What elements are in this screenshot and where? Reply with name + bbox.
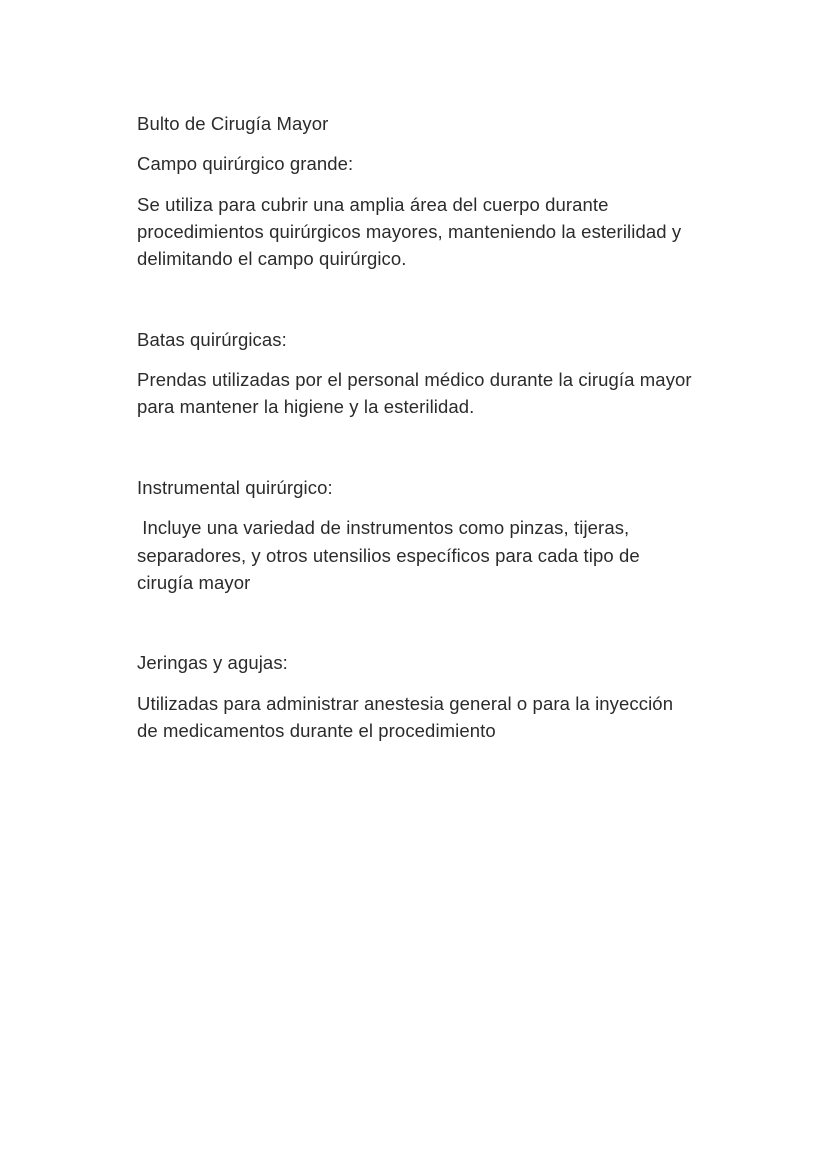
body-line: para mantener la higiene y la esterilidad. [137,396,475,418]
document-title: Bulto de Cirugía Mayor [137,113,329,134]
body-line: delimitando el campo quirúrgico. [137,248,407,270]
section-gap [137,609,692,649]
section-heading-paragraph [137,474,692,501]
section-heading: Campo quirúrgico grande: [137,153,354,175]
body-line: separadores, y otros utensilios específicos para cada tipo de [137,544,640,566]
body-line: Incluye una variedad de instrumentos como pinzas, tijeras, [137,517,630,539]
section-heading-paragraph [137,150,692,177]
section-heading: Batas quirúrgicas: [137,328,287,350]
body-line: Utilizadas para administrar anestesia general o para la inyección [137,692,674,714]
body-line: cirugía mayor [137,571,251,593]
section-heading-paragraph [137,326,692,353]
document-content [137,110,692,757]
body-line: Prendas utilizadas por el personal médico durante la cirugía mayor [137,369,692,391]
section-body-paragraph [137,191,692,273]
section-heading-paragraph [137,649,692,676]
section-body-paragraph [137,690,692,745]
section-body-paragraph [137,514,692,596]
section-gap [137,434,692,474]
section-heading: Instrumental quirúrgico: [137,476,333,498]
section-heading: Jeringas y agujas: [137,652,288,674]
body-line: Se utiliza para cubrir una amplia área del cuerpo durante [137,193,609,215]
body-line: de medicamentos durante el procedimiento [137,720,496,742]
body-line: procedimientos quirúrgicos mayores, manteniendo la esterilidad y [137,220,682,242]
section-body-paragraph [137,366,692,421]
document-title-paragraph [137,110,692,137]
section-gap [137,285,692,325]
